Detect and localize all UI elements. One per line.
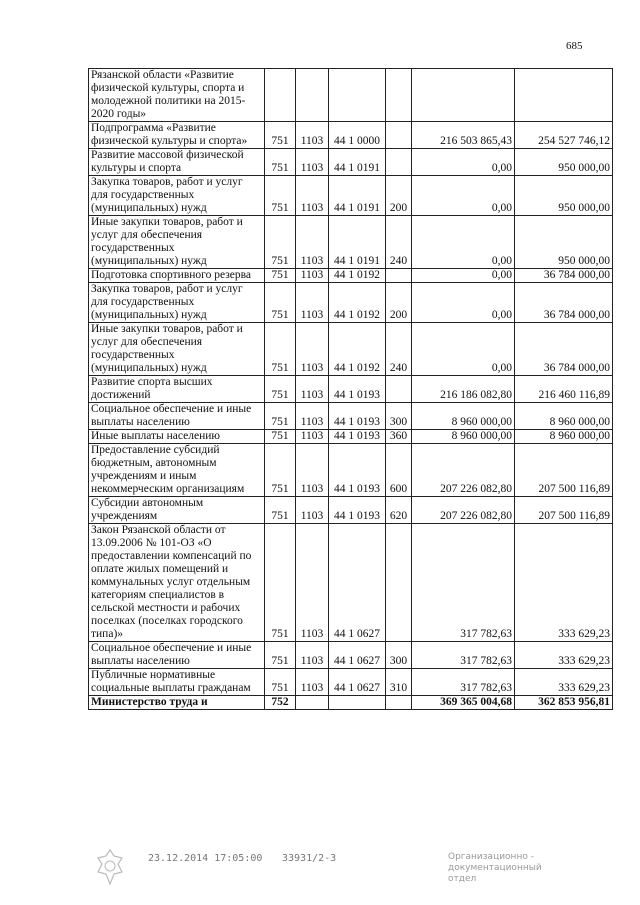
row-name-cell: Развитие массовой физической культуры и спорта [89, 149, 265, 176]
row-year2-amount-cell: 254 527 746,12 [515, 122, 613, 149]
row-year2-amount-cell: 36 784 000,00 [515, 269, 613, 283]
row-name-cell: Закон Рязанской области от 13.09.2006 № 101-ОЗ «О предоставлении компенсаций по оплате жилых помещений и коммунальных услуг отдельным категориям специалистов в сельской местности и рабочих поселках (поселках городского типа)» [89, 524, 265, 642]
row-section-cell: 1103 [296, 376, 329, 403]
row-year1-amount-cell: 0,00 [412, 283, 515, 323]
row-target-article-cell: 44 1 0627 [329, 669, 386, 696]
row-grbs-cell: 752 [265, 696, 296, 710]
table-row [89, 669, 613, 696]
row-year2-amount-cell: 8 960 000,00 [515, 430, 613, 444]
row-year2-amount-cell: 207 500 116,89 [515, 497, 613, 524]
row-expense-type-cell: 200 [386, 283, 412, 323]
table-row [89, 403, 613, 430]
row-year1-amount-cell: 8 960 000,00 [412, 430, 515, 444]
row-target-article-cell: 44 1 0193 [329, 376, 386, 403]
row-name-cell: Социальное обеспечение и иные выплаты населению [89, 403, 265, 430]
row-grbs-cell: 751 [265, 269, 296, 283]
row-grbs-cell: 751 [265, 444, 296, 497]
row-name-cell: Иные закупки товаров, работ и услуг для обеспечения государственных (муниципальных) нужд [89, 216, 265, 269]
emblem-icon [92, 848, 128, 888]
row-grbs-cell: 751 [265, 403, 296, 430]
table-row [89, 376, 613, 403]
row-section-cell: 1103 [296, 149, 329, 176]
row-section-cell: 1103 [296, 669, 329, 696]
row-expense-type-cell [386, 269, 412, 283]
row-expense-type-cell: 240 [386, 216, 412, 269]
row-year1-amount-cell: 216 186 082,80 [412, 376, 515, 403]
row-name-cell: Социальное обеспечение и иные выплаты населению [89, 642, 265, 669]
row-year2-amount-cell: 950 000,00 [515, 176, 613, 216]
row-year2-amount-cell: 333 629,23 [515, 524, 613, 642]
table-row [89, 149, 613, 176]
row-year2-amount-cell: 207 500 116,89 [515, 444, 613, 497]
table-row [89, 497, 613, 524]
row-year1-amount-cell: 207 226 082,80 [412, 497, 515, 524]
row-target-article-cell: 44 1 0000 [329, 122, 386, 149]
row-section-cell [296, 696, 329, 710]
row-year1-amount-cell: 216 503 865,43 [412, 122, 515, 149]
row-target-article-cell: 44 1 0192 [329, 269, 386, 283]
row-expense-type-cell [386, 122, 412, 149]
table-row [89, 430, 613, 444]
row-name-cell: Публичные нормативные социальные выплаты гражданам [89, 669, 265, 696]
footer-dept-line1: Организационно - [448, 852, 534, 862]
page-number: 685 [566, 40, 583, 52]
row-expense-type-cell: 300 [386, 403, 412, 430]
row-name-cell: Иные закупки товаров, работ и услуг для обеспечения государственных (муниципальных) нужд [89, 323, 265, 376]
row-year2-amount-cell: 950 000,00 [515, 216, 613, 269]
row-year2-amount-cell: 36 784 000,00 [515, 283, 613, 323]
row-year1-amount-cell: 317 782,63 [412, 642, 515, 669]
row-expense-type-cell: 600 [386, 444, 412, 497]
row-year1-amount-cell: 8 960 000,00 [412, 403, 515, 430]
row-grbs-cell: 751 [265, 669, 296, 696]
row-grbs-cell: 751 [265, 376, 296, 403]
row-name-cell: Закупка товаров, работ и услуг для государственных (муниципальных) нужд [89, 283, 265, 323]
row-expense-type-cell: 310 [386, 669, 412, 696]
row-grbs-cell: 751 [265, 323, 296, 376]
row-year2-amount-cell: 36 784 000,00 [515, 323, 613, 376]
table-row [89, 269, 613, 283]
row-year1-amount-cell: 0,00 [412, 323, 515, 376]
row-grbs-cell: 751 [265, 216, 296, 269]
row-expense-type-cell [386, 524, 412, 642]
row-section-cell: 1103 [296, 497, 329, 524]
row-target-article-cell: 44 1 0193 [329, 444, 386, 497]
row-target-article-cell: 44 1 0193 [329, 403, 386, 430]
row-year2-amount-cell: 950 000,00 [515, 149, 613, 176]
row-target-article-cell: 44 1 0191 [329, 149, 386, 176]
row-target-article-cell: 44 1 0193 [329, 497, 386, 524]
row-year2-amount-cell: 333 629,23 [515, 642, 613, 669]
budget-table-body [89, 69, 613, 710]
row-section-cell: 1103 [296, 283, 329, 323]
row-expense-type-cell: 620 [386, 497, 412, 524]
row-name-cell: Подготовка спортивного резерва [89, 269, 265, 283]
table-row [89, 524, 613, 642]
row-name-cell: Министерство труда и [89, 696, 265, 710]
table-row [89, 122, 613, 149]
footer-dept-line2: документационный отдел [448, 863, 542, 884]
row-year2-amount-cell: 362 853 956,81 [515, 696, 613, 710]
row-name-cell: Развитие спорта высших достижений [89, 376, 265, 403]
row-year1-amount-cell: 317 782,63 [412, 524, 515, 642]
table-row [89, 216, 613, 269]
row-target-article-cell: 44 1 0192 [329, 323, 386, 376]
row-expense-type-cell [386, 376, 412, 403]
row-grbs-cell: 751 [265, 430, 296, 444]
row-grbs-cell: 751 [265, 524, 296, 642]
row-year2-amount-cell: 216 460 116,89 [515, 376, 613, 403]
row-year1-amount-cell: 0,00 [412, 269, 515, 283]
row-grbs-cell: 751 [265, 176, 296, 216]
row-target-article-cell: 44 1 0627 [329, 642, 386, 669]
row-target-article-cell: 44 1 0191 [329, 216, 386, 269]
row-grbs-cell: 751 [265, 149, 296, 176]
row-section-cell: 1103 [296, 269, 329, 283]
table-row [89, 69, 613, 122]
row-year1-amount-cell: 0,00 [412, 216, 515, 269]
row-grbs-cell: 751 [265, 497, 296, 524]
row-name-cell: Закупка товаров, работ и услуг для государственных (муниципальных) нужд [89, 176, 265, 216]
row-section-cell: 1103 [296, 642, 329, 669]
row-expense-type-cell [386, 696, 412, 710]
row-section-cell: 1103 [296, 122, 329, 149]
table-row [89, 444, 613, 497]
row-year1-amount-cell: 0,00 [412, 149, 515, 176]
row-year1-amount-cell: 207 226 082,80 [412, 444, 515, 497]
table-row [89, 642, 613, 669]
footer-timestamp: 23.12.2014 17:05:00 [148, 853, 263, 864]
row-expense-type-cell [386, 69, 412, 122]
row-expense-type-cell: 200 [386, 176, 412, 216]
row-grbs-cell [265, 69, 296, 122]
table-row [89, 323, 613, 376]
row-expense-type-cell [386, 149, 412, 176]
row-section-cell: 1103 [296, 524, 329, 642]
row-grbs-cell: 751 [265, 283, 296, 323]
row-target-article-cell: 44 1 0191 [329, 176, 386, 216]
row-target-article-cell [329, 696, 386, 710]
row-expense-type-cell: 360 [386, 430, 412, 444]
row-section-cell: 1103 [296, 176, 329, 216]
row-name-cell: Иные выплаты населению [89, 430, 265, 444]
row-grbs-cell: 751 [265, 122, 296, 149]
row-name-cell: Субсидии автономным учреждениям [89, 497, 265, 524]
row-target-article-cell: 44 1 0627 [329, 524, 386, 642]
row-name-cell: Рязанской области «Развитие физической культуры, спорта и молодежной политики на 2015-2020 годы» [89, 69, 265, 122]
row-expense-type-cell: 300 [386, 642, 412, 669]
row-year1-amount-cell: 0,00 [412, 176, 515, 216]
row-grbs-cell: 751 [265, 642, 296, 669]
row-section-cell: 1103 [296, 444, 329, 497]
row-name-cell: Подпрограмма «Развитие физической культуры и спорта» [89, 122, 265, 149]
row-section-cell: 1103 [296, 430, 329, 444]
row-year1-amount-cell: 369 365 004,68 [412, 696, 515, 710]
row-year2-amount-cell: 333 629,23 [515, 669, 613, 696]
row-year1-amount-cell: 317 782,63 [412, 669, 515, 696]
row-year2-amount-cell: 8 960 000,00 [515, 403, 613, 430]
footer-doc-id: 33931/2-3 [282, 853, 337, 864]
budget-table [88, 68, 613, 710]
row-target-article-cell: 44 1 0193 [329, 430, 386, 444]
row-year2-amount-cell [515, 69, 613, 122]
row-target-article-cell [329, 69, 386, 122]
row-section-cell [296, 69, 329, 122]
table-row [89, 176, 613, 216]
row-year1-amount-cell [412, 69, 515, 122]
row-section-cell: 1103 [296, 403, 329, 430]
table-row [89, 283, 613, 323]
row-section-cell: 1103 [296, 323, 329, 376]
total-row [89, 696, 613, 710]
footer-department [448, 852, 568, 885]
row-target-article-cell: 44 1 0192 [329, 283, 386, 323]
row-expense-type-cell: 240 [386, 323, 412, 376]
row-section-cell: 1103 [296, 216, 329, 269]
row-name-cell: Предоставление субсидий бюджетным, автономным учреждениям и иным некоммерческим организациям [89, 444, 265, 497]
